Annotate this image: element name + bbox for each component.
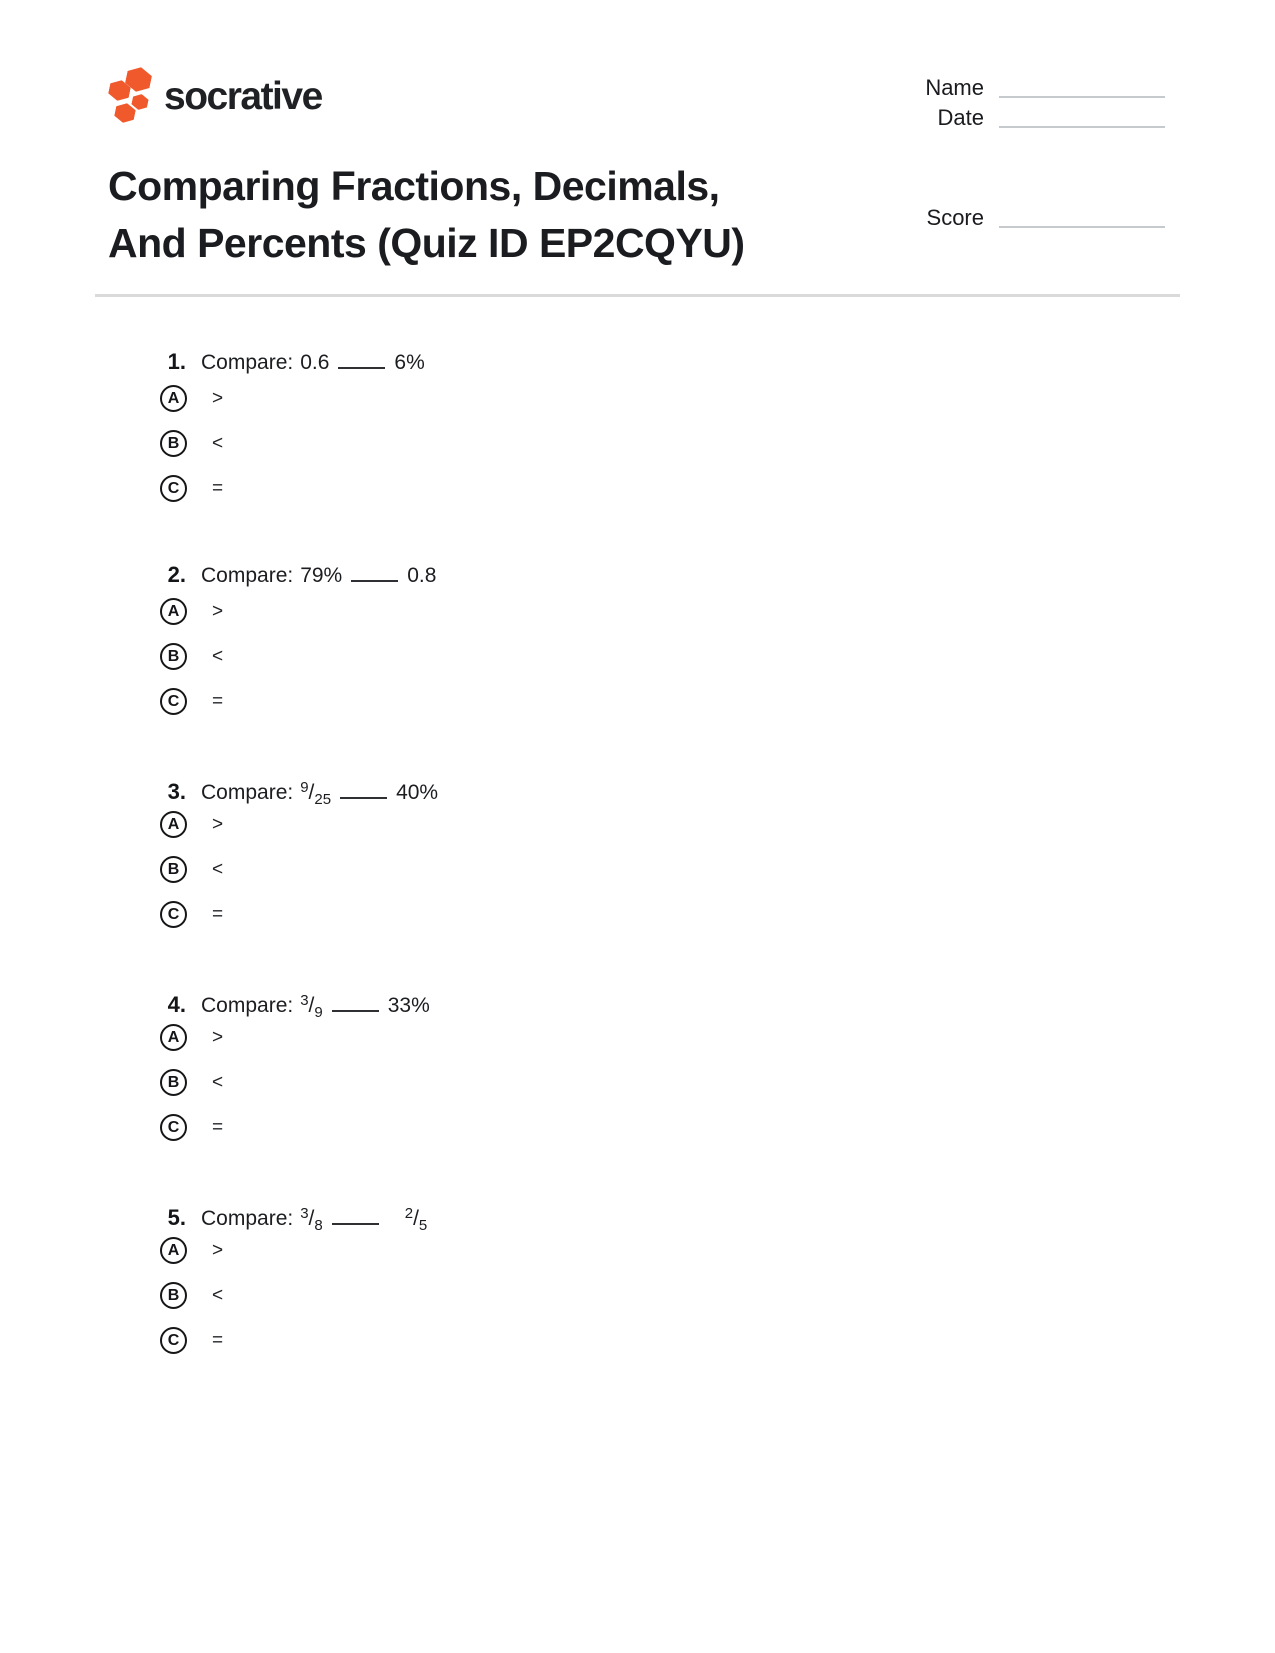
option-a-bubble	[160, 385, 187, 412]
answer-blank-line	[332, 1221, 379, 1225]
option-letter: A	[167, 389, 180, 407]
left-value-fraction	[300, 1205, 323, 1234]
option-a	[160, 384, 1060, 413]
question-prompt-row	[160, 773, 1060, 808]
option-a-symbol: >	[212, 813, 224, 835]
fraction-denominator: 5	[418, 1217, 428, 1234]
fraction-numerator: 3	[300, 992, 309, 1009]
left-value-fraction	[300, 779, 332, 808]
fraction-numerator: 9	[300, 779, 309, 796]
right-value-fraction	[404, 1205, 428, 1234]
option-letter: C	[167, 1118, 180, 1136]
fraction-denominator: 9	[314, 1004, 323, 1021]
compare-label: Compare:	[201, 351, 294, 374]
compare-label: Compare:	[201, 781, 294, 804]
question-prompt-row	[160, 347, 1060, 377]
option-a-symbol: >	[212, 600, 224, 622]
option-c-symbol: =	[212, 690, 224, 712]
option-b	[160, 855, 1060, 884]
question-number: 3.	[167, 779, 186, 804]
option-b-bubble	[160, 643, 187, 670]
name-label: Name	[925, 75, 984, 100]
quiz-title-line2: And Percents (Quiz ID EP2CQYU)	[108, 220, 745, 266]
brand-name: socrative	[164, 75, 322, 118]
question-number: 1.	[167, 349, 186, 374]
question-number: 4.	[167, 992, 186, 1017]
question-list	[160, 347, 1060, 1412]
option-letter: A	[167, 1028, 180, 1046]
name-field-row	[860, 76, 1165, 100]
option-letter: B	[167, 434, 180, 452]
option-c	[160, 687, 1060, 716]
option-c-bubble	[160, 1114, 187, 1141]
option-b-bubble	[160, 430, 187, 457]
option-letter: C	[167, 692, 180, 710]
option-letter: B	[167, 1286, 180, 1304]
question-number: 2.	[167, 562, 186, 587]
option-c-bubble	[160, 475, 187, 502]
left-value: 0.6	[300, 351, 330, 374]
option-letter: B	[167, 1073, 180, 1091]
fraction-denominator: 25	[314, 791, 332, 808]
question-prompt-row	[160, 560, 1060, 590]
name-fill-line	[999, 96, 1165, 98]
quiz-title-line1: Comparing Fractions, Decimals,	[108, 163, 720, 209]
option-c-symbol: =	[212, 1329, 224, 1351]
student-fields	[860, 76, 1165, 136]
socrative-logo	[105, 66, 322, 128]
option-b-symbol: <	[212, 432, 224, 454]
right-value: 40%	[396, 781, 439, 804]
option-b-symbol: <	[212, 1284, 224, 1306]
fraction-slash: /	[308, 994, 315, 1017]
option-letter: B	[167, 860, 180, 878]
option-a-bubble	[160, 598, 187, 625]
option-letter: A	[167, 1241, 180, 1259]
option-b	[160, 1068, 1060, 1097]
question-prompt-row	[160, 986, 1060, 1021]
compare-label: Compare:	[201, 994, 294, 1017]
right-value: 33%	[387, 994, 430, 1017]
option-c	[160, 474, 1060, 503]
option-c-symbol: =	[212, 477, 224, 499]
option-b-symbol: <	[212, 858, 224, 880]
quiz-title	[108, 158, 878, 272]
question-4	[160, 986, 1060, 1142]
answer-blank-line	[351, 578, 398, 582]
score-field	[860, 206, 1165, 236]
fraction-slash: /	[308, 781, 315, 804]
option-b-bubble	[160, 1282, 187, 1309]
option-a	[160, 597, 1060, 626]
question-3	[160, 773, 1060, 929]
right-value: 6%	[394, 351, 425, 374]
option-a-bubble	[160, 811, 187, 838]
option-letter: C	[167, 1331, 180, 1349]
option-b	[160, 429, 1060, 458]
score-field-row	[860, 206, 1165, 230]
option-b-symbol: <	[212, 1071, 224, 1093]
option-c-bubble	[160, 688, 187, 715]
question-1	[160, 347, 1060, 503]
question-prompt	[201, 1199, 427, 1241]
option-b	[160, 642, 1060, 671]
option-c-bubble	[160, 1327, 187, 1354]
answer-blank-line	[340, 795, 387, 799]
compare-label: Compare:	[201, 564, 294, 587]
fraction-slash: /	[413, 1207, 419, 1230]
option-b-bubble	[160, 856, 187, 883]
fraction-numerator: 2	[404, 1205, 414, 1222]
fraction-slash: /	[308, 1207, 315, 1230]
question-prompt	[201, 348, 425, 378]
score-fill-line	[999, 226, 1165, 228]
option-a-symbol: >	[212, 1239, 224, 1261]
option-letter: A	[167, 815, 180, 833]
option-a-symbol: >	[212, 387, 224, 409]
header-divider	[95, 294, 1180, 297]
question-5	[160, 1199, 1060, 1355]
date-fill-line	[999, 126, 1165, 128]
left-value-fraction	[300, 992, 323, 1021]
answer-blank-line	[332, 1008, 379, 1012]
question-prompt	[201, 773, 438, 815]
option-c-symbol: =	[212, 1116, 224, 1138]
question-2	[160, 560, 1060, 716]
option-b-bubble	[160, 1069, 187, 1096]
option-letter: C	[167, 905, 180, 923]
answer-blank-line	[338, 365, 385, 369]
option-a-bubble	[160, 1237, 187, 1264]
date-field-row	[860, 106, 1165, 130]
option-a-symbol: >	[212, 1026, 224, 1048]
option-b-symbol: <	[212, 645, 224, 667]
date-label: Date	[937, 105, 984, 130]
hexagon-cluster-icon	[105, 67, 157, 127]
option-a-bubble	[160, 1024, 187, 1051]
left-value: 79%	[300, 564, 343, 587]
question-prompt	[201, 561, 436, 591]
option-c-symbol: =	[212, 903, 224, 925]
option-letter: C	[167, 479, 180, 497]
right-value: 0.8	[407, 564, 437, 587]
option-c-bubble	[160, 901, 187, 928]
option-letter: B	[167, 647, 180, 665]
option-letter: A	[167, 602, 180, 620]
fraction-denominator: 8	[314, 1217, 323, 1234]
question-prompt	[201, 986, 430, 1028]
option-c	[160, 1113, 1060, 1142]
question-prompt-row	[160, 1199, 1060, 1234]
fraction-numerator: 3	[300, 1205, 309, 1222]
question-number: 5.	[167, 1205, 186, 1230]
option-c	[160, 900, 1060, 929]
option-c	[160, 1326, 1060, 1355]
compare-label: Compare:	[201, 1207, 294, 1230]
option-b	[160, 1281, 1060, 1310]
score-label: Score	[926, 205, 984, 230]
